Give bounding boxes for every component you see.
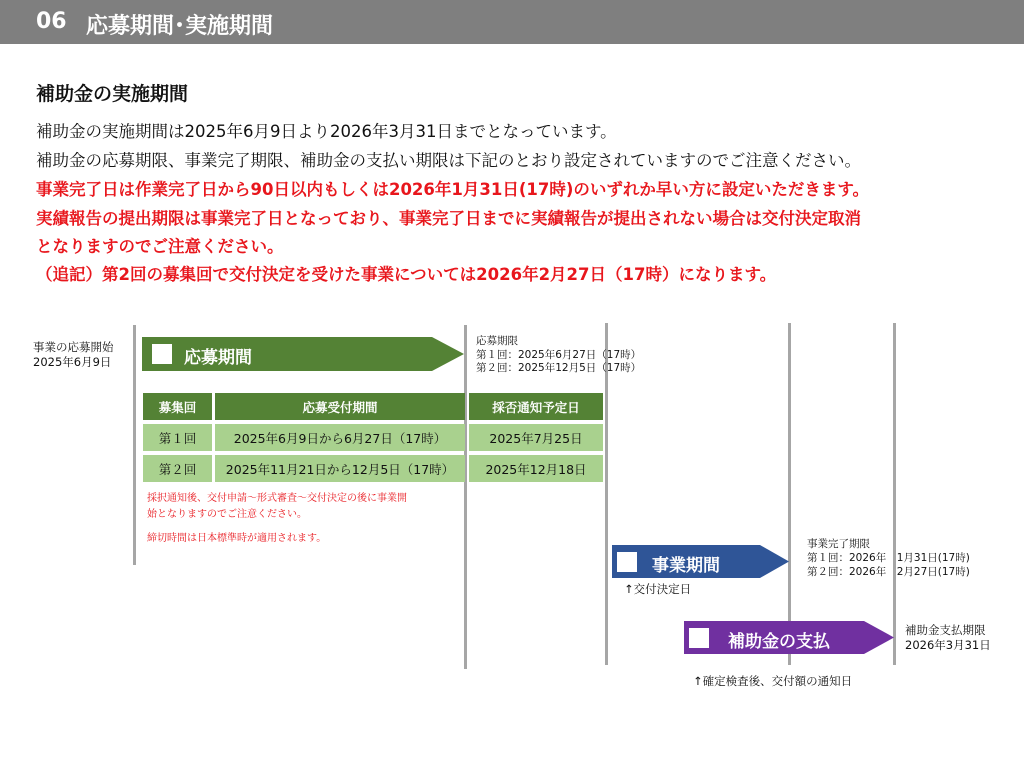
notice-report-deadline-cont: となりますのでご注意ください。 <box>36 237 284 256</box>
completion-deadline: 事業完了期限 第１回：2026年 1月31日(17時) 第２回：2026年 2月27日(17時) <box>807 538 970 578</box>
notice-completion-date: 事業完了日は作業完了日から90日以内もしくは2026年1月31日(17時)のいずれか早い方に設定いただきます。 <box>36 180 870 199</box>
page-title: 応募期間･実施期間 <box>86 14 274 39</box>
table-header-round: 募集回 <box>143 393 212 420</box>
inspection-note: ↑確定検査後、交付額の通知日 <box>693 674 853 688</box>
project-period-arrow: 事業期間 <box>612 545 789 579</box>
payment-arrow: 補助金の支払 <box>684 621 894 655</box>
table-row-2-round: 第２回 <box>143 455 212 482</box>
notice-report-deadline: 実績報告の提出期限は事業完了日となっており、事業完了日までに実績報告が提出されない場合は交付決定取消 <box>36 209 861 228</box>
application-period-arrow: 応募期間 <box>142 337 464 371</box>
table-header-period: 応募受付期間 <box>215 393 465 420</box>
notice-addendum: （追記）第2回の募集回で交付決定を受けた事業については2026年2月27日（17時）になります。 <box>36 265 777 284</box>
grant-decision-date: ↑交付決定日 <box>624 582 692 596</box>
timeline-line-payment <box>893 323 896 665</box>
checkbox-icon <box>617 552 637 572</box>
application-start: 事業の応募開始 2025年6月9日 <box>33 340 114 369</box>
note-after-adoption: 採択通知後、交付申請～形式審査～交付決定の後に事業開 始となりますのでご注意ください。 <box>147 493 407 520</box>
paragraph-deadlines: 補助金の応募期限、事業完了期限、補助金の支払い期限は下記のとおり設定されていますのでご注意ください。 <box>36 151 861 170</box>
paragraph-period: 補助金の実施期間は2025年6月9日より2026年3月31日までとなっています。 <box>36 122 617 141</box>
application-deadline: 応募期限 第１回：2025年6月27日（17時） 第２回：2025年12月5日（17時） <box>476 335 642 374</box>
payment-deadline: 補助金支払期限 2026年3月31日 <box>905 623 991 652</box>
timeline-line-start <box>133 325 136 565</box>
table-row-2-notification: 2025年12月18日 <box>469 455 603 482</box>
title-bar <box>0 0 1024 44</box>
checkbox-icon <box>152 344 172 364</box>
timeline-line-completion <box>788 323 791 665</box>
table-header-notification: 採否通知予定日 <box>469 393 603 420</box>
table-row-1-period: 2025年6月9日から6月27日（17時） <box>215 424 465 451</box>
timeline-line-application-deadline <box>464 325 467 669</box>
table-row-1-round: 第１回 <box>143 424 212 451</box>
note-timezone: 締切時間は日本標準時が適用されます。 <box>147 533 327 544</box>
section-heading: 補助金の実施期間 <box>36 83 189 105</box>
checkbox-icon <box>689 628 709 648</box>
section-number: 06 <box>36 9 67 34</box>
table-row-1-notification: 2025年7月25日 <box>469 424 603 451</box>
table-row-2-period: 2025年11月21日から12月5日（17時） <box>215 455 465 482</box>
